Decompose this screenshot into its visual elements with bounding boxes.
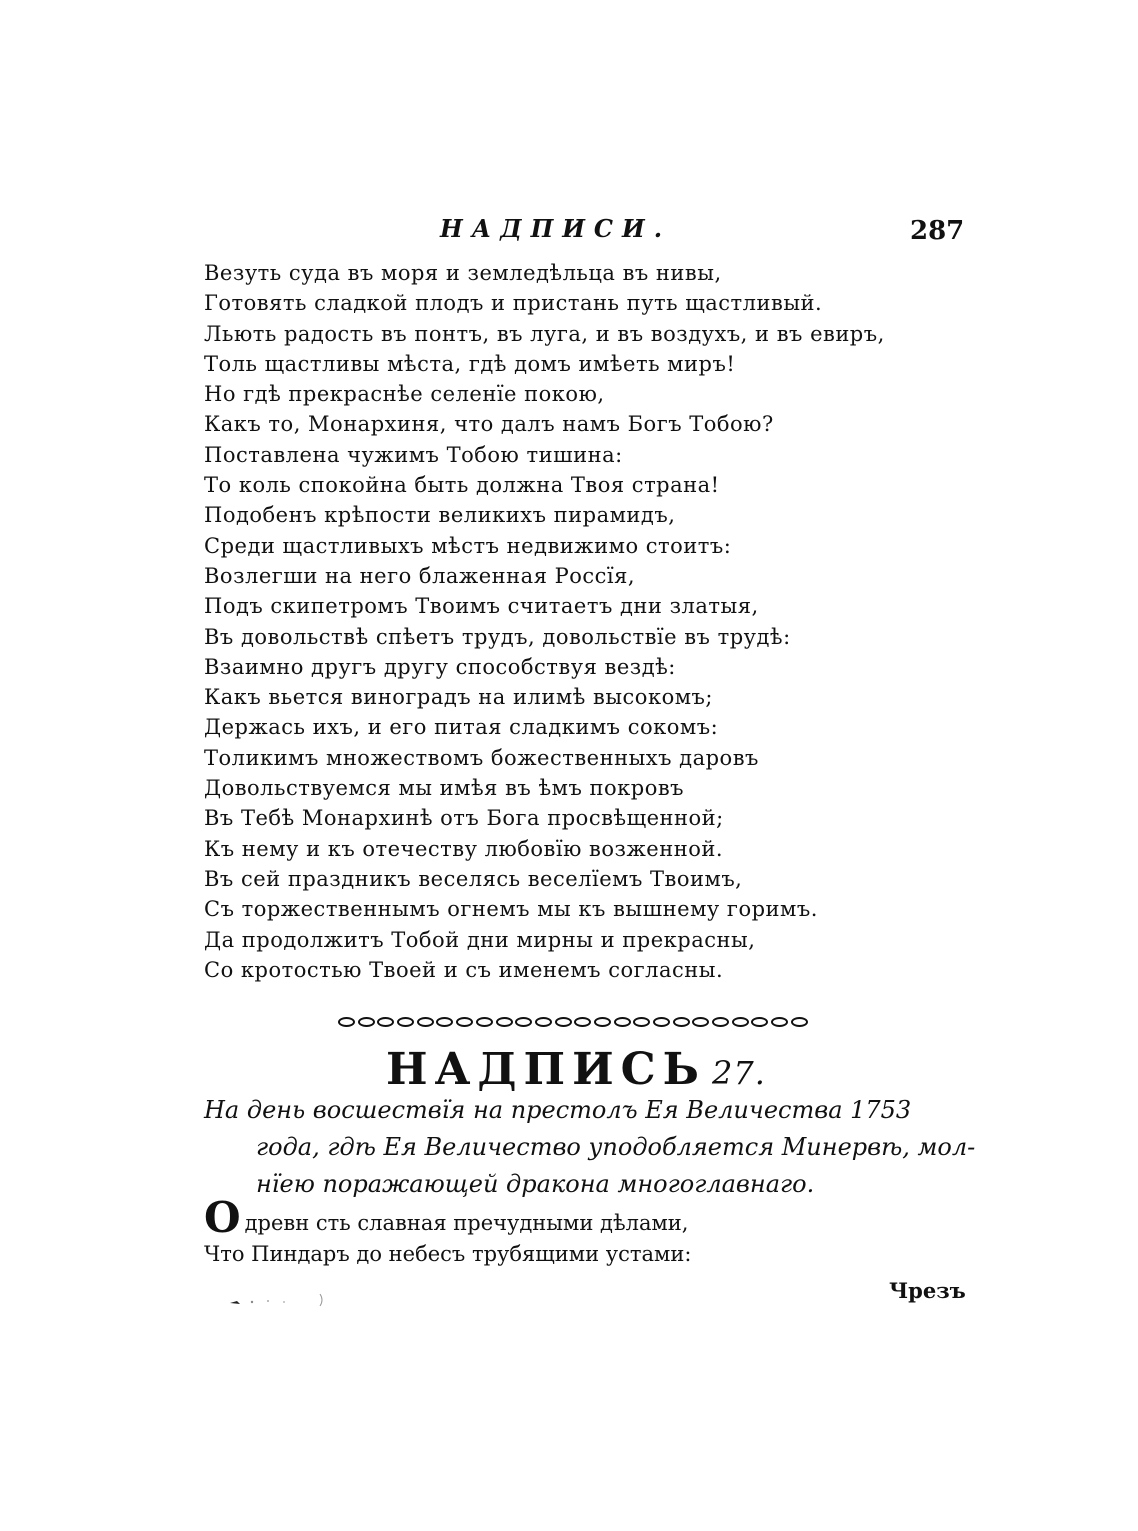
verse-line: Но гдѣ прекраснѣе селенїе покою, [204, 382, 605, 407]
chain-ornament-divider [338, 1013, 808, 1031]
verse-line: Подобенъ крѣпости великихъ пирамидъ, [204, 503, 676, 528]
inscription-heading [386, 1044, 766, 1095]
verse-line: Что Пиндаръ до небесъ трубящими устами: [204, 1242, 692, 1266]
chain-link-icon [496, 1017, 513, 1027]
chain-link-icon [751, 1017, 768, 1027]
verse-block [204, 258, 964, 985]
verse-line: Возлегши на него блаженная Россїя, [204, 563, 636, 588]
chain-link-icon [614, 1017, 631, 1027]
chain-link-icon [338, 1017, 355, 1027]
verse-line [204, 1193, 964, 1242]
running-title: НАДПИСИ. [440, 214, 672, 243]
chain-link-icon [358, 1017, 375, 1027]
chain-link-icon [633, 1017, 650, 1027]
chain-link-icon [771, 1017, 788, 1027]
chain-link-icon [476, 1017, 493, 1027]
verse-line: Довольствуемся мы имѣя въ ѣмъ покровъ [204, 776, 685, 801]
chain-link-icon [456, 1017, 473, 1027]
chain-link-icon [397, 1017, 414, 1027]
verse-line: Взаимно другъ другу способствуя вездѣ: [204, 654, 676, 679]
verse-line: То коль спокойна быть должна Твоя страна! [204, 473, 720, 498]
inscription-title: НАДПИСЬ [386, 1044, 706, 1095]
verse-line: Къ нему и къ отечеству любовїю возженной. [204, 836, 724, 861]
verse-line: Какъ то, Монархиня, что далъ намъ Богъ Тобою? [204, 412, 774, 437]
verse-line: Среди щастливыхъ мѣстъ недвижимо стоитъ: [204, 533, 732, 558]
verse-line: Поставлена чужимъ Тобою тишина: [204, 442, 623, 467]
subtitle-line: года, гдѣ Ея Величество уподобляется Минервѣ, мол- [256, 1133, 976, 1161]
chain-link-icon [377, 1017, 394, 1027]
verse-line: Льють радость въ понтъ, въ луга, и въ воздухъ, и въ евиръ, [204, 321, 885, 346]
subtitle-line: нїею поражающей дракона многоглавнаго. [256, 1170, 815, 1198]
chain-link-icon [555, 1017, 572, 1027]
chain-link-icon [417, 1017, 434, 1027]
verse-line: Толикимъ множествомъ божественныхъ даровъ [204, 745, 759, 770]
chain-link-icon [594, 1017, 611, 1027]
subtitle-line: На день восшествїя на престолъ Ея Величества 1753 [204, 1096, 912, 1124]
chain-link-icon [712, 1017, 729, 1027]
chain-link-icon [574, 1017, 591, 1027]
drop-cap: О [204, 1193, 241, 1242]
chain-link-icon [653, 1017, 670, 1027]
chain-link-icon [535, 1017, 552, 1027]
chain-link-icon [515, 1017, 532, 1027]
inscription-subtitle [204, 1092, 974, 1203]
verse-line: Да продолжитъ Тобой дни мирны и прекрасны, [204, 927, 756, 952]
verse-line: Держась ихъ, и его питая сладкимъ сокомъ: [204, 715, 719, 740]
chain-link-icon [673, 1017, 690, 1027]
page-number: 287 [910, 216, 965, 246]
verse-line: Въ довольствѣ спѣетъ трудъ, довольствїе въ трудѣ: [204, 624, 791, 649]
chain-link-icon [732, 1017, 749, 1027]
verse-line: Готовять сладкой плодъ и пристань путь щастливый. [204, 291, 823, 316]
verse-line: Съ торжественнымъ огнемъ мы къ вышнему горимъ. [204, 897, 818, 922]
verse-line: Толь щастливы мѣста, гдѣ домъ имѣеть миръ! [204, 351, 736, 376]
verse-line-text: древн сть славная пречудными дѣлами, [244, 1211, 689, 1235]
verse-line: Какъ вьется виноградъ на илимѣ высокомъ; [204, 685, 713, 710]
catchword: Чрезъ [889, 1278, 966, 1303]
verse-line: Со кротостью Твоей и съ именемъ согласны. [204, 957, 724, 982]
inscription-number: 27. [711, 1054, 766, 1092]
verse-line: Въ сей праздникъ веселясь веселїемъ Твоимъ, [204, 866, 743, 891]
verse-line: Подъ скипетромъ Твоимъ считаетъ дни златыя, [204, 594, 759, 619]
ink-smudge [228, 1292, 328, 1308]
verse-line: Везуть суда въ моря и земледѣльца въ нивы, [204, 261, 722, 285]
inscription-verse [204, 1193, 964, 1272]
chain-link-icon [791, 1017, 808, 1027]
verse-line: Въ Тебѣ Монархинѣ отъ Бога просвѣщенной; [204, 806, 724, 831]
chain-link-icon [692, 1017, 709, 1027]
chain-link-icon [436, 1017, 453, 1027]
